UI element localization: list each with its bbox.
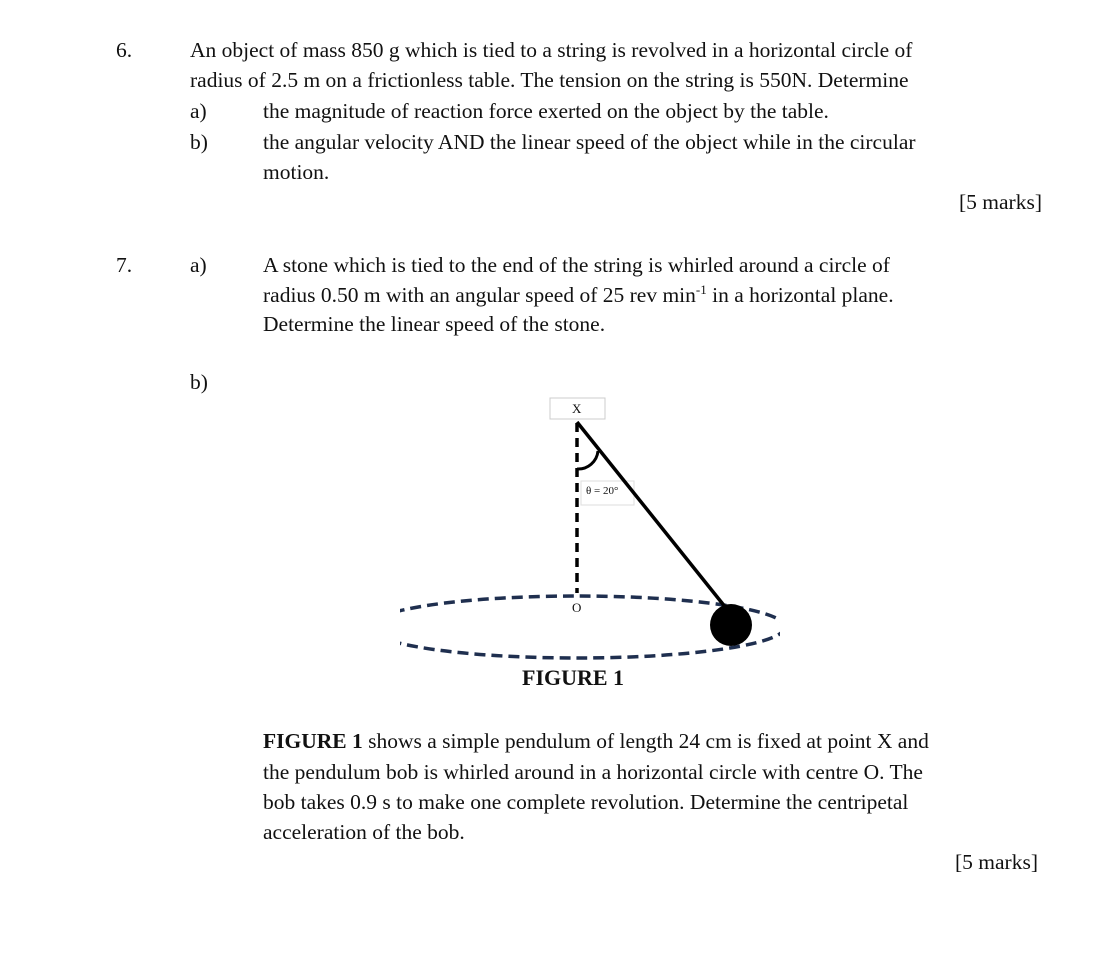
figure-1 [400, 395, 780, 695]
superscript: -1 [695, 282, 707, 297]
part-text-segment: radius 0.50 m with an angular speed of 25 rev min [263, 283, 696, 307]
marks-label: [5 marks] [959, 190, 1042, 214]
question-number: 6. [116, 38, 133, 62]
part-text: the angular velocity AND the linear speed of the object while in the circular [263, 130, 916, 154]
centre-label: O [572, 600, 582, 615]
figure-caption: FIGURE 1 [522, 665, 625, 690]
part-label: b) [190, 370, 208, 394]
question-number: 7. [116, 253, 133, 277]
marks-label: [5 marks] [955, 850, 1038, 874]
part-label: b) [190, 130, 208, 154]
part-label: a) [190, 253, 207, 277]
part-text: the pendulum bob is whirled around in a horizontal circle with centre O. The [263, 760, 923, 784]
part-text: A stone which is tied to the end of the string is whirled around a circle of [263, 253, 890, 277]
part-text: motion. [263, 160, 330, 184]
pivot-label: X [572, 401, 582, 416]
figure-reference: FIGURE 1 [263, 729, 363, 753]
part-text [263, 726, 929, 756]
part-text-segment: shows a simple pendulum of length 24 cm is fixed at point X and [362, 729, 929, 753]
part-text: acceleration of the bob. [263, 820, 465, 844]
part-text: bob takes 0.9 s to make one complete revolution. Determine the centripetal [263, 790, 909, 814]
question-stem-line: An object of mass 850 g which is tied to a string is revolved in a horizontal circle of [190, 38, 913, 62]
part-label: a) [190, 99, 207, 123]
part-text: the magnitude of reaction force exerted on the object by the table. [263, 99, 829, 123]
pendulum-diagram [400, 395, 780, 695]
part-text [263, 280, 894, 310]
angle-label: θ = 20° [586, 485, 619, 497]
part-text: Determine the linear speed of the stone. [263, 312, 606, 336]
question-stem-line: radius of 2.5 m on a frictionless table. The tension on the string is 550N. Determine [190, 68, 909, 92]
part-text-segment: in a horizontal plane. [712, 283, 894, 307]
